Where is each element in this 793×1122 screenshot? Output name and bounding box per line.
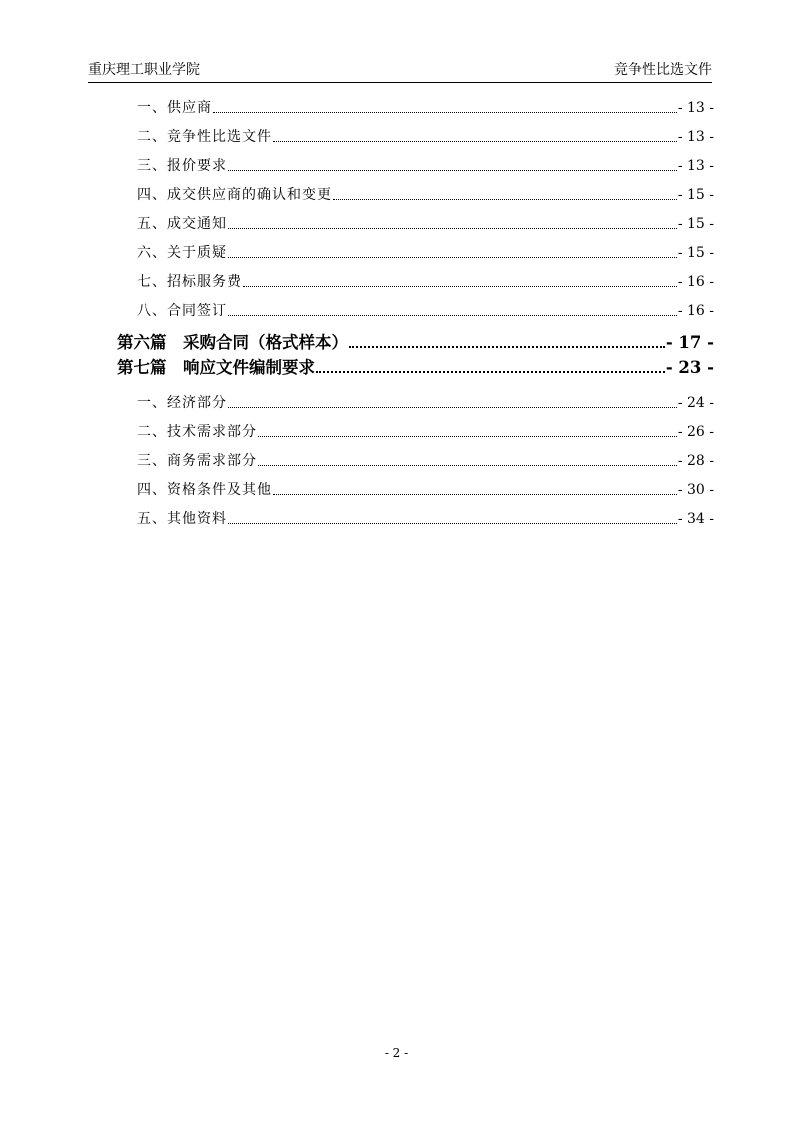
toc-entry-page: - 13 - [677,129,714,145]
toc-entry[interactable] [117,175,714,204]
toc-entry-title: 八、合同签订 [137,303,227,319]
toc-dot-leader [213,112,677,113]
toc-chapter-entry[interactable] [117,320,714,352]
toc-entry-page: - 30 - [677,482,714,498]
page-footer [0,1046,793,1060]
toc-entry-title: 四、资格条件及其他 [137,482,272,498]
header-document-title: 竞争性比选文件 [614,62,712,78]
toc-entry[interactable] [117,233,714,262]
toc-entry[interactable] [117,412,714,441]
toc-dot-leader [273,141,677,142]
toc-dot-leader [243,286,677,287]
toc-entry-title: 三、报价要求 [137,158,227,174]
toc-entry[interactable] [117,377,714,412]
toc-chapter-page: - 23 - [665,358,714,377]
toc-entry-page: - 24 - [677,395,714,411]
toc-entry[interactable] [117,441,714,470]
toc-entry-title: 六、关于质疑 [137,245,227,261]
toc-entry-page: - 15 - [677,216,714,232]
toc-entry-page: - 13 - [677,158,714,174]
toc-entry-title: 三、商务需求部分 [137,453,257,469]
toc-entry[interactable] [117,146,714,175]
toc-entry-page: - 16 - [677,303,714,319]
toc-entry[interactable] [117,117,714,146]
toc-entry-page: - 13 - [677,100,714,116]
toc-chapter-entry[interactable] [117,352,714,377]
toc-entry[interactable] [117,88,714,117]
toc-entry-title: 五、成交通知 [137,216,227,232]
toc-entry-title: 一、供应商 [137,100,212,116]
toc-dot-leader [228,407,677,408]
toc-dot-leader [333,199,677,200]
toc-entry-title: 二、技术需求部分 [137,424,257,440]
page-number: - 2 - [384,1046,409,1060]
toc-entry-title: 一、经济部分 [137,395,227,411]
toc-entry[interactable] [117,470,714,499]
toc-dot-leader [228,170,677,171]
page-header [88,58,712,83]
toc-chapter-page: - 17 - [665,333,714,352]
toc-entry-title: 五、其他资料 [137,511,227,527]
toc-dot-leader [228,257,677,258]
toc-entry-page: - 15 - [677,187,714,203]
toc-entry-page: - 15 - [677,245,714,261]
toc-entry[interactable] [117,291,714,320]
toc-entry[interactable] [117,499,714,528]
header-institution: 重庆理工职业学院 [88,62,200,78]
table-of-contents [117,88,714,528]
toc-dot-leader [316,371,665,373]
toc-entry-page: - 34 - [677,511,714,527]
toc-dot-leader [273,494,677,495]
toc-entry[interactable] [117,262,714,291]
toc-chapter-title: 第七篇 响应文件编制要求 [117,358,315,377]
toc-entry-page: - 28 - [677,453,714,469]
toc-chapter-title: 第六篇 采购合同（格式样本） [117,333,348,352]
toc-dot-leader [258,465,677,466]
toc-entry-page: - 26 - [677,424,714,440]
toc-dot-leader [258,436,677,437]
toc-entry-title: 四、成交供应商的确认和变更 [137,187,332,203]
toc-dot-leader [349,346,665,348]
toc-dot-leader [228,228,677,229]
toc-dot-leader [228,523,677,524]
toc-dot-leader [228,315,677,316]
toc-entry[interactable] [117,204,714,233]
toc-entry-page: - 16 - [677,274,714,290]
toc-entry-title: 七、招标服务费 [137,274,242,290]
toc-entry-title: 二、竞争性比选文件 [137,129,272,145]
